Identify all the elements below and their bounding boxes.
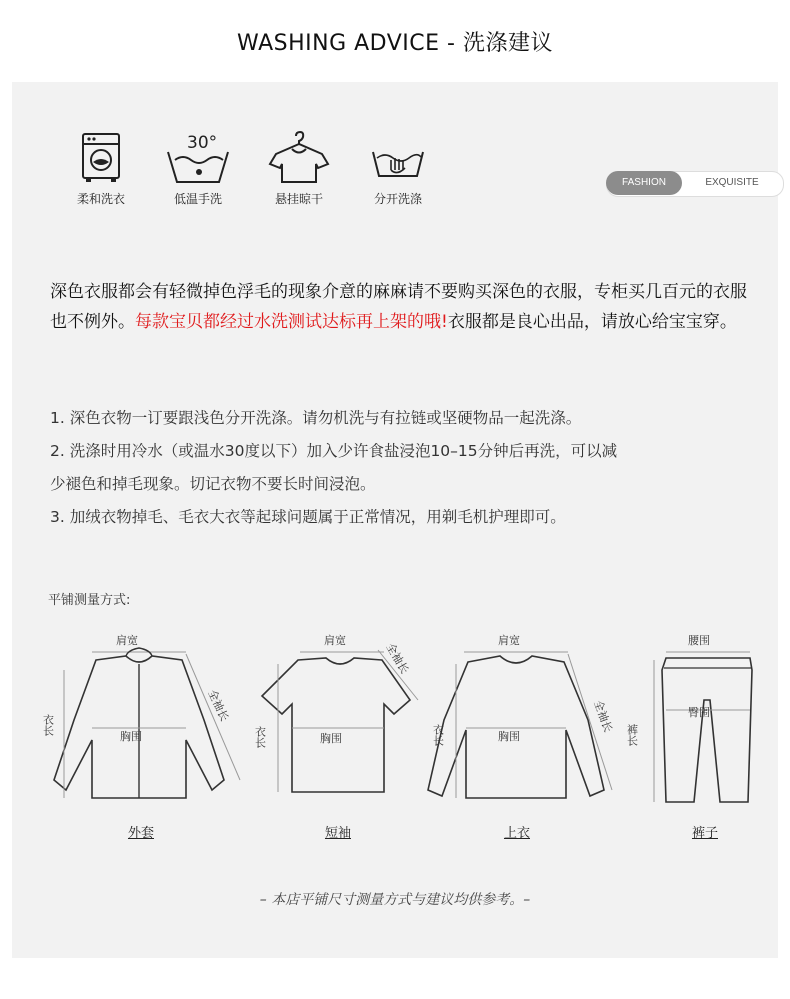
tshirt-illustration-icon [248, 630, 428, 820]
measure-label-right: 全袖长 [591, 698, 615, 735]
care-label: 悬挂晾干 [274, 192, 323, 206]
garment-name: 裤子 [691, 826, 718, 841]
rule-item: 2. 洗涤时用冷水（或温水30度以下）加入少许食盐浸泡10–15分钟后再洗，可以减 [50, 442, 618, 460]
washing-machine-icon [77, 130, 125, 186]
measure-label-center: 臀围 [688, 706, 710, 719]
page-title: WASHING ADVICE - 洗涤建议 [237, 31, 553, 56]
garment-pants [620, 630, 770, 850]
care-item-separate-wash [362, 130, 434, 207]
sweater-illustration-icon [420, 630, 620, 820]
rule-item: 1. 深色衣物一订要跟浅色分开洗涤。请勿机洗与有拉链或坚硬物品一起洗涤。 [50, 409, 582, 427]
measure-label-left: 衣长 [41, 714, 55, 736]
garment-short-sleeve [248, 630, 428, 850]
garment-top [420, 630, 620, 850]
measure-label-center: 胸围 [320, 732, 342, 745]
care-item-gentle-wash [66, 130, 136, 207]
footer-note: – 本店平铺尺寸测量方式与建议均供参考。– [259, 892, 531, 908]
separate-wash-icon [365, 130, 431, 186]
care-label: 分开洗涤 [373, 192, 422, 206]
tag-fashion: FASHION [606, 171, 682, 195]
measure-label-left: 裤长 [625, 724, 639, 746]
hanging-dry-icon [266, 130, 332, 186]
measure-label-left: 衣长 [431, 724, 445, 746]
hand-wash-30-icon [165, 130, 231, 186]
jacket-illustration-icon [36, 630, 246, 820]
washing-rules [50, 402, 760, 534]
intro-highlight: 每款宝贝都经过水洗测试达标再上架的哦! [135, 312, 448, 332]
measure-title: 平铺测量方式: [48, 593, 131, 608]
measure-label-center: 胸围 [120, 730, 142, 743]
garment-name: 上衣 [503, 826, 530, 841]
care-item-hang-dry [263, 130, 335, 207]
rule-item: 少褪色和掉毛现象。切记衣物不要长时间浸泡。 [50, 475, 376, 493]
measure-label-right: 全袖长 [383, 641, 412, 677]
tag-exquisite: EXQUISITE [705, 177, 759, 188]
care-item-hand-wash [162, 130, 234, 207]
temp-text: 30° [187, 133, 218, 153]
garment-name: 短袖 [324, 826, 351, 841]
care-label: 低温手洗 [173, 192, 222, 206]
measure-label-left: 衣长 [253, 726, 267, 748]
measure-label-top: 肩宽 [324, 634, 346, 647]
care-label: 柔和洗衣 [76, 192, 125, 206]
pants-illustration-icon [620, 630, 770, 820]
intro-part2: 衣服都是良心出品，请放心给宝宝穿。 [447, 312, 737, 332]
intro-part1: 深色衣服都会有轻微掉色浮毛的现象介意的麻麻请不要购买深色的衣服，专柜买几百元的衣服也不例外。 [50, 282, 747, 332]
measure-label-top: 肩宽 [498, 634, 520, 647]
measure-label-right: 全袖长 [205, 687, 232, 724]
intro-text [50, 277, 760, 337]
measure-label-top: 腰围 [688, 634, 710, 647]
measure-label-center: 胸围 [498, 730, 520, 743]
rule-item: 3. 加绒衣物掉毛、毛衣大衣等起球问题属于正常情况，用剃毛机护理即可。 [50, 508, 566, 526]
measure-label-top: 肩宽 [116, 634, 138, 647]
garment-jacket [36, 630, 246, 850]
garment-name: 外套 [127, 826, 154, 841]
